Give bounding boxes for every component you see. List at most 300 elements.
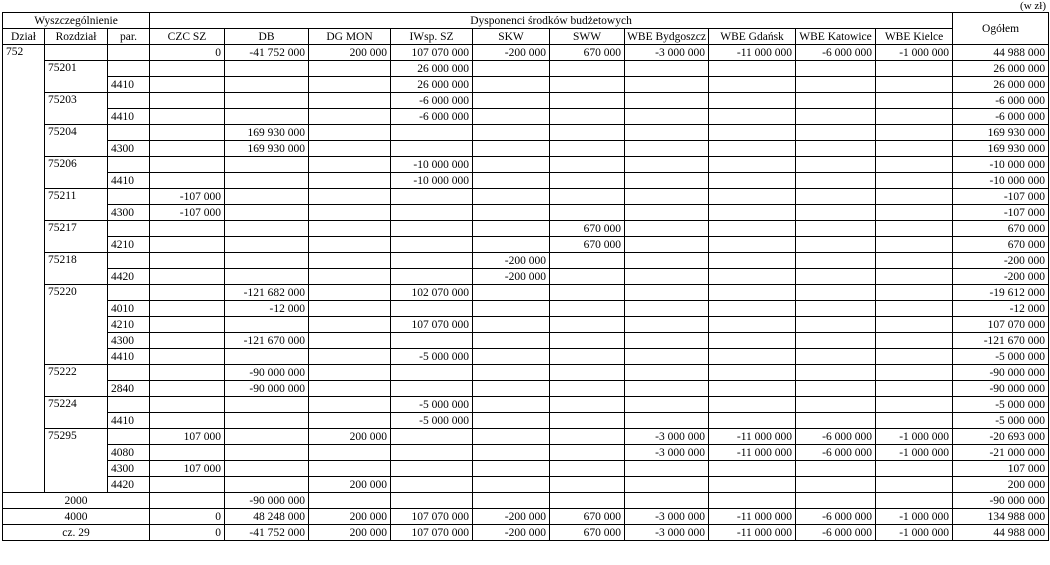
cell-value — [473, 429, 550, 445]
cell-value — [625, 301, 709, 317]
cell-value — [309, 157, 391, 173]
cell-value — [876, 173, 953, 189]
header-disponent: WBE Gdańsk — [709, 29, 796, 45]
cell-value — [150, 349, 225, 365]
cell-value — [473, 173, 550, 189]
cell-value — [796, 301, 876, 317]
cell-value — [473, 237, 550, 253]
cell-value — [876, 461, 953, 477]
cell-total: 169 930 000 — [953, 125, 1049, 141]
cell-value — [225, 461, 309, 477]
cell-value — [225, 477, 309, 493]
cell-total: 26 000 000 — [953, 77, 1049, 93]
cell-rozdzial: 75222 — [45, 365, 108, 397]
budget-table — [2, 12, 1049, 541]
cell-value — [709, 333, 796, 349]
cell-total: -5 000 000 — [953, 413, 1049, 429]
cell-value — [625, 413, 709, 429]
cell-value: -10 000 000 — [391, 157, 473, 173]
cell-par: 4210 — [108, 317, 150, 333]
cell-value: 670 000 — [550, 525, 625, 541]
summary-row — [3, 493, 1049, 509]
cell-value: -6 000 000 — [796, 445, 876, 461]
cell-value — [709, 269, 796, 285]
cell-value — [709, 61, 796, 77]
cell-par — [108, 93, 150, 109]
cell-value — [876, 141, 953, 157]
cell-value: 0 — [150, 45, 225, 61]
cell-value — [473, 397, 550, 413]
cell-value — [391, 237, 473, 253]
cell-value — [876, 365, 953, 381]
cell-value — [796, 477, 876, 493]
cell-value — [625, 109, 709, 125]
cell-total: 26 000 000 — [953, 61, 1049, 77]
cell-value — [225, 349, 309, 365]
cell-value — [473, 349, 550, 365]
cell-value — [796, 333, 876, 349]
cell-value — [391, 221, 473, 237]
cell-total: 200 000 — [953, 477, 1049, 493]
cell-par — [108, 397, 150, 413]
cell-value: -41 752 000 — [225, 525, 309, 541]
cell-value — [709, 173, 796, 189]
cell-total: 670 000 — [953, 221, 1049, 237]
table-row — [3, 109, 1049, 125]
cell-value: 48 248 000 — [225, 509, 309, 525]
table-row — [3, 285, 1049, 301]
cell-value — [625, 397, 709, 413]
cell-value — [473, 301, 550, 317]
cell-value — [709, 221, 796, 237]
cell-value — [876, 221, 953, 237]
cell-total: 44 988 000 — [953, 45, 1049, 61]
cell-value — [709, 77, 796, 93]
cell-value — [796, 109, 876, 125]
cell-value — [625, 285, 709, 301]
cell-value: -6 000 000 — [796, 45, 876, 61]
cell-value — [309, 61, 391, 77]
cell-rozdzial: 75295 — [45, 429, 108, 493]
cell-total: -90 000 000 — [953, 493, 1049, 509]
cell-value — [876, 381, 953, 397]
cell-value — [391, 461, 473, 477]
header-ogolem: Ogółem — [953, 13, 1049, 45]
cell-value — [225, 445, 309, 461]
cell-value — [625, 157, 709, 173]
cell-value: 26 000 000 — [391, 61, 473, 77]
cell-value — [309, 381, 391, 397]
cell-value: 169 930 000 — [225, 141, 309, 157]
cell-value — [309, 461, 391, 477]
cell-value — [309, 93, 391, 109]
cell-value — [150, 253, 225, 269]
cell-value — [625, 221, 709, 237]
cell-rozdzial: 75224 — [45, 397, 108, 429]
cell-par: 4410 — [108, 173, 150, 189]
cell-value: -3 000 000 — [625, 445, 709, 461]
cell-value — [796, 125, 876, 141]
cell-value: 102 070 000 — [391, 285, 473, 301]
cell-value — [309, 125, 391, 141]
cell-value — [709, 381, 796, 397]
cell-value — [550, 285, 625, 301]
cell-value — [796, 189, 876, 205]
cell-value — [391, 189, 473, 205]
cell-value — [550, 157, 625, 173]
cell-total: 44 988 000 — [953, 525, 1049, 541]
cell-value — [625, 477, 709, 493]
table-row — [3, 381, 1049, 397]
cell-total: -200 000 — [953, 253, 1049, 269]
cell-value — [225, 413, 309, 429]
cell-par — [108, 221, 150, 237]
table-row — [3, 413, 1049, 429]
cell-value — [625, 125, 709, 141]
cell-value — [473, 317, 550, 333]
cell-par: 4300 — [108, 141, 150, 157]
header-disponent: WBE Bydgoszcz — [625, 29, 709, 45]
cell-par — [108, 253, 150, 269]
cell-value: -90 000 000 — [225, 365, 309, 381]
cell-value: 670 000 — [550, 237, 625, 253]
cell-value — [150, 365, 225, 381]
table-row — [3, 141, 1049, 157]
cell-value: 169 930 000 — [225, 125, 309, 141]
cell-value — [391, 381, 473, 397]
cell-value — [473, 493, 550, 509]
cell-value — [309, 317, 391, 333]
cell-value — [625, 173, 709, 189]
cell-par: 4300 — [108, 461, 150, 477]
cell-value — [391, 477, 473, 493]
table-row — [3, 77, 1049, 93]
cell-value: -200 000 — [473, 253, 550, 269]
cell-value: 107 070 000 — [391, 509, 473, 525]
table-row — [3, 477, 1049, 493]
cell-value: -1 000 000 — [876, 525, 953, 541]
cell-value — [625, 93, 709, 109]
cell-value — [473, 285, 550, 301]
cell-total: -20 693 000 — [953, 429, 1049, 445]
cell-value — [309, 253, 391, 269]
cell-value — [709, 477, 796, 493]
header-disponent: DB — [225, 29, 309, 45]
summary-row — [3, 509, 1049, 525]
cell-total: -5 000 000 — [953, 349, 1049, 365]
cell-value — [550, 429, 625, 445]
table-row — [3, 237, 1049, 253]
cell-value — [709, 493, 796, 509]
cell-total: 169 930 000 — [953, 141, 1049, 157]
cell-value — [876, 285, 953, 301]
header-disponent: SWW — [550, 29, 625, 45]
cell-value — [391, 333, 473, 349]
cell-par: 2840 — [108, 381, 150, 397]
cell-value — [876, 333, 953, 349]
table-row — [3, 461, 1049, 477]
cell-value — [309, 269, 391, 285]
cell-value — [876, 397, 953, 413]
cell-rozdzial: 75203 — [45, 93, 108, 125]
cell-par — [108, 285, 150, 301]
cell-par — [108, 125, 150, 141]
cell-value — [876, 61, 953, 77]
cell-value — [473, 381, 550, 397]
header-disponent: WBE Kielce — [876, 29, 953, 45]
cell-value — [225, 397, 309, 413]
cell-value — [709, 109, 796, 125]
cell-value: -12 000 — [225, 301, 309, 317]
cell-value: -11 000 000 — [709, 509, 796, 525]
cell-value — [796, 61, 876, 77]
cell-par — [108, 157, 150, 173]
cell-value — [709, 253, 796, 269]
cell-value — [876, 125, 953, 141]
cell-value — [309, 109, 391, 125]
cell-value — [876, 413, 953, 429]
cell-value — [473, 205, 550, 221]
cell-rozdzial: 75211 — [45, 189, 108, 221]
cell-value — [550, 61, 625, 77]
cell-value — [309, 77, 391, 93]
cell-value — [709, 285, 796, 301]
cell-value: -11 000 000 — [709, 445, 796, 461]
cell-value — [796, 381, 876, 397]
cell-value — [473, 157, 550, 173]
cell-value — [876, 189, 953, 205]
cell-value: 107 000 — [150, 429, 225, 445]
cell-value: -1 000 000 — [876, 445, 953, 461]
cell-value — [550, 477, 625, 493]
cell-value — [309, 333, 391, 349]
cell-value — [309, 237, 391, 253]
cell-value — [225, 93, 309, 109]
cell-value — [225, 189, 309, 205]
unit-note: (w zł) — [1020, 0, 1046, 12]
cell-value — [473, 77, 550, 93]
cell-value: -200 000 — [473, 509, 550, 525]
cell-value: -11 000 000 — [709, 429, 796, 445]
header-wyszczegolnienie: Wyszczególnienie — [3, 13, 150, 29]
cell-value: 107 070 000 — [391, 525, 473, 541]
cell-rozdzial: 75220 — [45, 285, 108, 365]
cell-value — [309, 205, 391, 221]
cell-value — [473, 141, 550, 157]
cell-value — [150, 93, 225, 109]
cell-value — [225, 173, 309, 189]
cell-value — [625, 317, 709, 333]
cell-value — [709, 125, 796, 141]
cell-value — [225, 253, 309, 269]
cell-par: 4410 — [108, 109, 150, 125]
cell-value — [309, 365, 391, 381]
header-disponent: SKW — [473, 29, 550, 45]
cell-value — [150, 381, 225, 397]
cell-value — [876, 301, 953, 317]
cell-value: -41 752 000 — [225, 45, 309, 61]
cell-value — [309, 141, 391, 157]
table-row — [3, 205, 1049, 221]
header-row-1 — [3, 13, 1049, 29]
cell-value — [550, 349, 625, 365]
cell-value — [473, 189, 550, 205]
cell-value: 200 000 — [309, 525, 391, 541]
cell-value — [709, 157, 796, 173]
cell-value — [150, 301, 225, 317]
cell-value — [876, 317, 953, 333]
table-body — [3, 45, 1049, 541]
cell-value — [309, 221, 391, 237]
cell-value: -6 000 000 — [391, 93, 473, 109]
cell-par: 4010 — [108, 301, 150, 317]
cell-value — [225, 269, 309, 285]
cell-par — [108, 365, 150, 381]
cell-value: -1 000 000 — [876, 509, 953, 525]
cell-total: -6 000 000 — [953, 109, 1049, 125]
cell-value — [150, 77, 225, 93]
cell-value — [309, 445, 391, 461]
cell-value — [796, 253, 876, 269]
cell-value: -3 000 000 — [625, 429, 709, 445]
cell-value — [876, 93, 953, 109]
cell-value — [150, 493, 225, 509]
cell-value — [796, 285, 876, 301]
cell-value — [225, 77, 309, 93]
cell-value: 200 000 — [309, 45, 391, 61]
cell-rozdzial: 75201 — [45, 61, 108, 93]
cell-value: -10 000 000 — [391, 173, 473, 189]
cell-total: 107 000 — [953, 461, 1049, 477]
cell-value: 200 000 — [309, 429, 391, 445]
cell-value — [796, 173, 876, 189]
cell-value — [625, 349, 709, 365]
cell-value: -90 000 000 — [225, 381, 309, 397]
cell-total: 134 988 000 — [953, 509, 1049, 525]
cell-value: -11 000 000 — [709, 525, 796, 541]
cell-value — [550, 461, 625, 477]
cell-value — [876, 77, 953, 93]
cell-value — [625, 141, 709, 157]
cell-value — [391, 125, 473, 141]
cell-value — [391, 301, 473, 317]
cell-value — [550, 125, 625, 141]
cell-value: -3 000 000 — [625, 525, 709, 541]
cell-value — [796, 77, 876, 93]
cell-value — [473, 445, 550, 461]
cell-value — [225, 221, 309, 237]
cell-total: -107 000 — [953, 189, 1049, 205]
cell-value — [309, 173, 391, 189]
cell-value — [150, 125, 225, 141]
table-row — [3, 349, 1049, 365]
table-row — [3, 365, 1049, 381]
summary-row — [3, 525, 1049, 541]
header-row-2 — [3, 29, 1049, 45]
cell-value — [225, 237, 309, 253]
cell-value — [625, 61, 709, 77]
cell-value — [550, 301, 625, 317]
summary-label: cz. 29 — [3, 525, 150, 541]
cell-value — [876, 237, 953, 253]
cell-value — [709, 93, 796, 109]
cell-value — [150, 237, 225, 253]
cell-value — [150, 445, 225, 461]
cell-value: -5 000 000 — [391, 349, 473, 365]
cell-value — [150, 109, 225, 125]
cell-value — [150, 157, 225, 173]
cell-value: -107 000 — [150, 189, 225, 205]
cell-value — [309, 493, 391, 509]
cell-value — [550, 77, 625, 93]
cell-value — [709, 365, 796, 381]
cell-total: -10 000 000 — [953, 157, 1049, 173]
cell-value: -6 000 000 — [796, 509, 876, 525]
cell-value — [473, 221, 550, 237]
header-disponent: IWsp. SZ — [391, 29, 473, 45]
cell-value — [550, 173, 625, 189]
cell-value — [709, 349, 796, 365]
cell-value — [309, 349, 391, 365]
table-row — [3, 45, 1049, 61]
table-row — [3, 157, 1049, 173]
cell-value — [625, 237, 709, 253]
cell-par — [108, 189, 150, 205]
cell-total: -90 000 000 — [953, 381, 1049, 397]
table-row — [3, 301, 1049, 317]
cell-value — [550, 365, 625, 381]
cell-total: -12 000 — [953, 301, 1049, 317]
cell-par: 4300 — [108, 333, 150, 349]
cell-value: -200 000 — [473, 269, 550, 285]
cell-value — [876, 269, 953, 285]
cell-value — [796, 413, 876, 429]
cell-value — [709, 461, 796, 477]
cell-total: 107 070 000 — [953, 317, 1049, 333]
cell-value — [473, 333, 550, 349]
cell-value — [550, 93, 625, 109]
cell-par: 4080 — [108, 445, 150, 461]
cell-value — [709, 413, 796, 429]
cell-value — [225, 61, 309, 77]
cell-value — [625, 269, 709, 285]
cell-value — [550, 381, 625, 397]
cell-value — [625, 461, 709, 477]
cell-value — [391, 493, 473, 509]
header-disponent: DG MON — [309, 29, 391, 45]
cell-total: -6 000 000 — [953, 93, 1049, 109]
cell-value — [796, 205, 876, 221]
cell-total: -200 000 — [953, 269, 1049, 285]
cell-par: 4410 — [108, 413, 150, 429]
cell-value — [473, 109, 550, 125]
header-dzial: Dział — [3, 29, 45, 45]
cell-value — [796, 349, 876, 365]
cell-value — [876, 493, 953, 509]
table-row — [3, 445, 1049, 461]
table-row — [3, 333, 1049, 349]
cell-value: -107 000 — [150, 205, 225, 221]
cell-value — [391, 429, 473, 445]
cell-value — [796, 493, 876, 509]
cell-value — [876, 349, 953, 365]
cell-value: 0 — [150, 509, 225, 525]
cell-value — [150, 141, 225, 157]
cell-value — [225, 317, 309, 333]
cell-value — [150, 173, 225, 189]
table-row — [3, 253, 1049, 269]
cell-par: 4420 — [108, 269, 150, 285]
